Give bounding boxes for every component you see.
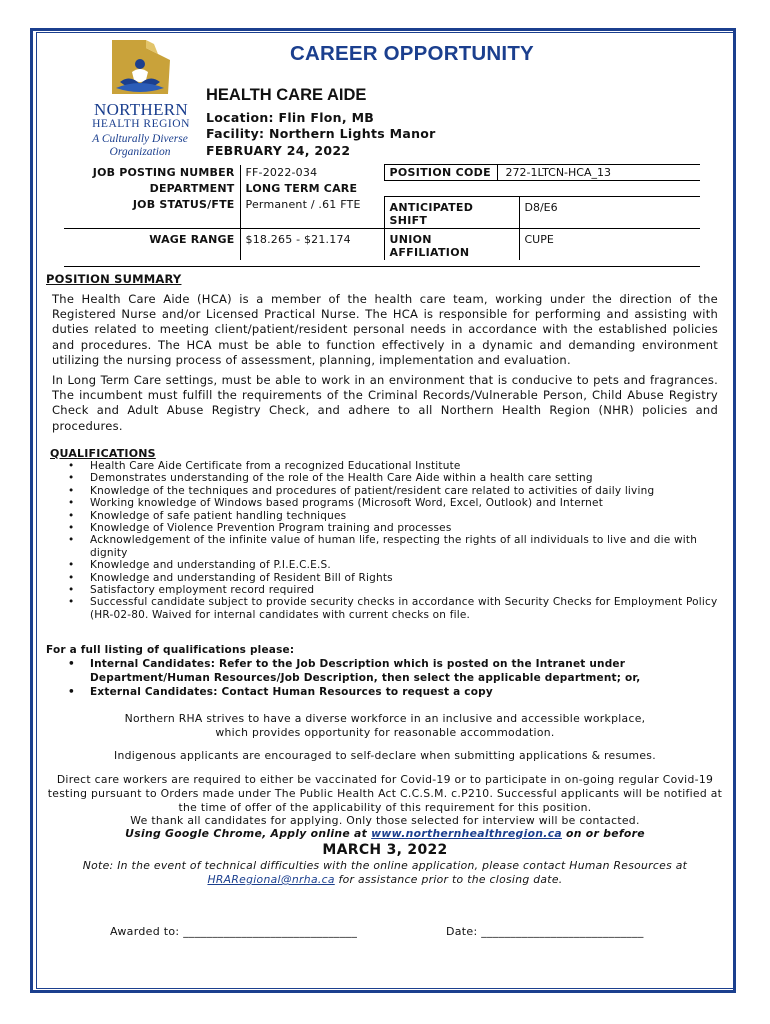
posting-number-value: FF-2022-034 — [240, 165, 384, 181]
wage-range-value: $18.265 - $21.174 — [240, 229, 384, 261]
covid-line-3: the time of offer of the applicability of this requirement for this position. — [178, 801, 592, 814]
diversity-line-2: which provides opportunity for reasonable accommodation. — [215, 726, 555, 739]
closing-date: MARCH 3, 2022 — [322, 842, 448, 858]
list-item: • Knowledge of the techniques and procedures of patient/resident care related to activities of daily living — [66, 485, 726, 497]
position-code-label: POSITION CODE — [384, 165, 497, 181]
table-row — [64, 229, 700, 261]
qualifications-heading: QUALIFICATIONS — [50, 447, 156, 460]
listing-heading: For a full listing of qualifications please: — [46, 644, 295, 656]
list-item: • Successful candidate subject to provide security checks in accordance with Security Checks for Employment Policy (HR-02-80. Waived for internal candidates with current checks on file. — [66, 596, 726, 621]
list-item: • Health Care Aide Certificate from a recognized Educational Institute — [66, 460, 726, 472]
anticipated-shift-value: D8/E6 — [519, 197, 700, 229]
position-code-value: 272-1LTCN-HCA_13 — [497, 165, 700, 181]
tech-note-suffix: for assistance prior to the closing date. — [334, 873, 563, 886]
list-item: • Knowledge and understanding of P.I.E.C.E.S. — [66, 559, 726, 571]
list-item: • Acknowledgement of the infinite value of human life, respecting the rights of all individuals to live and die with dignity — [66, 534, 726, 559]
location-line: Location: Flin Flon, MB — [206, 110, 375, 125]
facility-line: Facility: Northern Lights Manor — [206, 126, 436, 141]
posting-date: FEBRUARY 24, 2022 — [206, 143, 351, 158]
manitoba-emblem-icon — [90, 38, 190, 100]
department-value: LONG TERM CARE — [240, 181, 497, 197]
logo-subtitle: HEALTH REGION — [92, 118, 190, 130]
logo-name: NORTHERN — [94, 100, 188, 119]
apply-website-link[interactable]: www.northernhealthregion.ca — [371, 827, 562, 840]
job-status-label: JOB STATUS/FTE — [132, 197, 235, 211]
job-status-value: Permanent / .61 FTE — [240, 197, 384, 229]
wage-range-label: WAGE RANGE — [64, 229, 240, 261]
hr-email-link[interactable]: HRARegional@nrha.ca — [207, 873, 335, 886]
date-field: Date: ____________________________ — [446, 925, 644, 938]
thanks-line: We thank all candidates for applying. Only those selected for interview will be contacted. — [130, 814, 640, 827]
list-item: • Knowledge of safe patient handling techniques — [66, 510, 726, 522]
covid-line-2: testing pursuant to Orders made under The Public Health Act C.C.S.M. c.P210. Successful applicants will be notified at — [47, 787, 723, 800]
logo-tagline-2: Organization — [109, 146, 171, 158]
covid-line-1: Direct care workers are required to either be vaccinated for Covid-19 or to participate in on-going regular Covid-19 — [56, 773, 714, 786]
position-title: HEALTH CARE AIDE — [206, 86, 367, 104]
apply-suffix: on or before — [561, 827, 645, 840]
job-details-table — [64, 164, 700, 267]
summary-paragraph-2: In Long Term Care settings, must be able to work in an environment that is conducive to pets and fragrances. The incumbent must fulfill the requirements of the Criminal Records/Vulnerable Person, Child Abuse Registry Check and Adult Abuse Registry Check, and adhere to all Northern Health Region (NHR) policies and procedures. — [52, 373, 718, 433]
table-row — [64, 181, 700, 197]
tech-note-line-1: Note: In the event of technical difficulties with the online application, please contact Human Resources at — [82, 859, 688, 872]
list-item: • Working knowledge of Windows based programs (Microsoft Word, Excel, Outlook) and Internet — [66, 497, 726, 509]
list-item: • Satisfactory employment record required — [66, 584, 726, 596]
indigenous-statement: Indigenous applicants are encouraged to self-declare when submitting applications & resumes. — [114, 749, 656, 762]
diversity-line-1: Northern RHA strives to have a diverse workforce in an inclusive and accessible workplace, — [124, 712, 646, 725]
awarded-to-field: Awarded to: ______________________________ — [110, 925, 358, 938]
list-item: • Internal Candidates: Refer to the Job Description which is posted on the Intranet under Department/Human Resources/Job Description, then select the applicable department; or, — [66, 657, 726, 685]
list-item: • Demonstrates understanding of the role of the Health Care Aide within a health care setting — [66, 472, 726, 484]
apply-prefix: Using Google Chrome, Apply online at — [125, 827, 372, 840]
tech-note-line-2 — [40, 873, 730, 887]
department-label: DEPARTMENT — [149, 181, 235, 195]
list-item: • Knowledge and understanding of Resident Bill of Rights — [66, 572, 726, 584]
list-item: • External Candidates: Contact Human Resources to request a copy — [66, 685, 726, 699]
summary-paragraph-1: The Health Care Aide (HCA) is a member of the health care team, working under the direction of the Registered Nurse and/or Licensed Practical Nurse. The HCA is responsible for performing and assisting with duties related to meeting client/patient/resident personal needs in accordance with the established policies and procedures. The HCA must be able to function effectively in a dynamic and demanding environment utilizing the nursing process of assessment, planning, implementation and evaluation. — [52, 292, 718, 367]
apply-line — [40, 827, 730, 841]
position-summary-heading: POSITION SUMMARY — [46, 272, 182, 286]
northern-health-logo — [82, 38, 200, 159]
list-item: • Knowledge of Violence Prevention Program training and processes — [66, 522, 726, 534]
union-affiliation-value: CUPE — [519, 229, 700, 261]
qualifications-list — [66, 460, 726, 621]
union-affiliation-label: UNION AFFILIATION — [384, 229, 519, 261]
listing-list — [66, 657, 726, 699]
page-title: CAREER OPPORTUNITY — [290, 42, 534, 65]
logo-tagline-1: A Culturally Diverse — [92, 133, 188, 145]
posting-number-label: JOB POSTING NUMBER — [92, 165, 235, 179]
anticipated-shift-label: ANTICIPATED SHIFT — [384, 197, 519, 229]
table-row — [64, 197, 700, 229]
table-row — [64, 165, 700, 181]
